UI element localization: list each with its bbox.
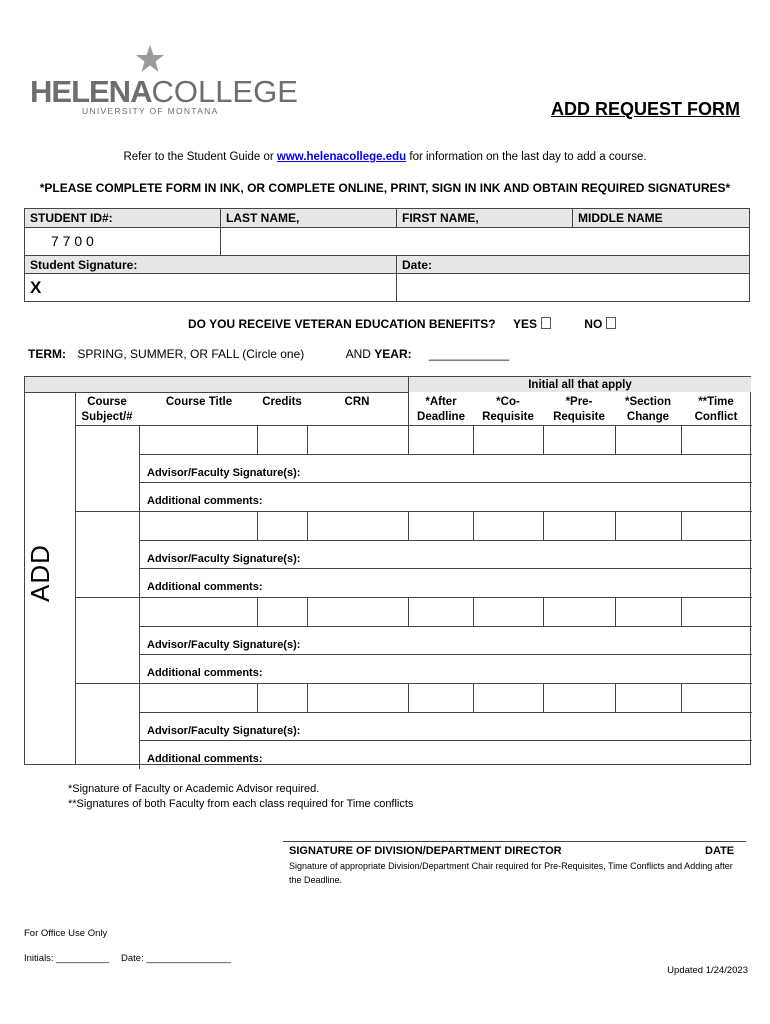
- subject-col-line: [139, 511, 140, 597]
- subject-col-line: [139, 597, 140, 683]
- date-label: Date:: [397, 256, 749, 274]
- director-date-label: DATE: [705, 845, 735, 857]
- course-entry-cell[interactable]: [682, 684, 752, 712]
- col-course-subject: [75, 395, 139, 425]
- refer-text: [0, 151, 770, 163]
- course-entry-cell[interactable]: [76, 426, 139, 454]
- course-entry-cell[interactable]: [616, 598, 681, 626]
- logo-brand-bold: HELENA: [30, 74, 152, 109]
- col-time-conflict-l2: Conflict: [694, 411, 738, 423]
- course-entry-cell[interactable]: [258, 598, 307, 626]
- star-icon: [135, 44, 165, 74]
- course-entry-cell[interactable]: [616, 684, 681, 712]
- veteran-question: DO YOU RECEIVE VETERAN EDUCATION BENEFITS?: [188, 317, 496, 331]
- refer-after: for information on the last day to add a course.: [406, 151, 647, 163]
- advisor-row-bottom: [139, 482, 752, 483]
- student-signature-label: Student Signature:: [25, 256, 397, 274]
- subject-col-line: [139, 425, 140, 511]
- course-entry-cell[interactable]: [616, 512, 681, 540]
- course-entry-cell[interactable]: [409, 426, 473, 454]
- form-title: ADD REQUEST FORM: [551, 99, 740, 119]
- col-after-deadline-l1: *After: [425, 396, 457, 408]
- term-label: TERM:: [28, 347, 66, 361]
- veteran-yes-label: YES: [512, 317, 537, 331]
- course-entry-cell[interactable]: [140, 684, 257, 712]
- course-entry-cell[interactable]: [544, 426, 615, 454]
- veteran-question-row: [188, 317, 616, 331]
- note-time-conflict: **Signatures of both Faculty from each class required for Time conflicts: [68, 798, 414, 810]
- col-credits: Credits: [262, 396, 302, 408]
- veteran-yes-checkbox[interactable]: [541, 317, 551, 329]
- additional-comments-label[interactable]: Additional comments:: [147, 667, 263, 679]
- updated-date: Updated 1/24/2023: [667, 965, 748, 976]
- course-entry-cell[interactable]: [682, 512, 752, 540]
- refer-before: Refer to the Student Guide or: [123, 151, 277, 163]
- course-entry-cell[interactable]: [258, 512, 307, 540]
- course-entry-cell[interactable]: [76, 598, 139, 626]
- term-row: [28, 347, 509, 361]
- student-id-field[interactable]: 7 7 0 0: [25, 228, 221, 256]
- course-entry-cell[interactable]: [308, 426, 408, 454]
- office-initials[interactable]: Initials: __________: [24, 953, 110, 964]
- year-blank[interactable]: ____________: [428, 347, 510, 361]
- table-header-bar: [25, 377, 409, 393]
- advisor-row-bottom: [139, 654, 752, 655]
- col-pre-requisite-l2: Requisite: [553, 411, 605, 423]
- date-field[interactable]: [397, 274, 749, 301]
- course-entry-cell[interactable]: [308, 684, 408, 712]
- term-options[interactable]: SPRING, SUMMER, OR FALL (Circle one): [77, 347, 305, 361]
- course-entry-cell[interactable]: [76, 684, 139, 712]
- course-entry-cell[interactable]: [140, 426, 257, 454]
- col-pre-requisite: [543, 395, 615, 425]
- course-entry-cell[interactable]: [409, 512, 473, 540]
- col-section-change-l1: *Section: [624, 396, 671, 408]
- advisor-signature-label[interactable]: Advisor/Faculty Signature(s):: [147, 725, 301, 737]
- course-entry-cell[interactable]: [616, 426, 681, 454]
- col-co-requisite-l1: *Co-: [496, 396, 520, 408]
- course-entry-cell[interactable]: [258, 684, 307, 712]
- col-course-subject-l1: Course: [87, 396, 127, 408]
- advisor-row-bottom: [139, 740, 752, 741]
- initial-header: Initial all that apply: [528, 379, 632, 391]
- header-divider: [408, 377, 409, 425]
- director-signature-title: SIGNATURE OF DIVISION/DEPARTMENT DIRECTOR: [289, 845, 562, 857]
- advisor-signature-label[interactable]: Advisor/Faculty Signature(s):: [147, 639, 301, 651]
- advisor-signature-label[interactable]: Advisor/Faculty Signature(s):: [147, 467, 301, 479]
- course-row-bottom: [139, 712, 752, 713]
- director-signature-line[interactable]: [283, 841, 746, 842]
- course-entry-cell[interactable]: [682, 426, 752, 454]
- office-date[interactable]: Date: ________________: [121, 953, 231, 964]
- col-time-conflict: [681, 395, 751, 425]
- col-section-change: [615, 395, 681, 425]
- course-entry-cell[interactable]: [474, 512, 543, 540]
- course-entry-cell[interactable]: [140, 598, 257, 626]
- course-row-bottom: [139, 540, 752, 541]
- add-vertical-label: ADD: [25, 544, 55, 602]
- college-website-link[interactable]: www.helenacollege.edu: [276, 151, 407, 163]
- course-entry-cell[interactable]: [544, 598, 615, 626]
- ink-notice: *PLEASE COMPLETE FORM IN INK, OR COMPLETE ONLINE, PRINT, SIGN IN INK AND OBTAIN REQUIRED SIGNATURES*: [39, 181, 731, 195]
- course-entry-cell[interactable]: [76, 512, 139, 540]
- first-name-label: FIRST NAME,: [397, 209, 573, 228]
- middle-name-label: MIDDLE NAME: [573, 209, 749, 228]
- subject-col-line: [139, 683, 140, 769]
- veteran-no-checkbox[interactable]: [606, 317, 616, 329]
- course-entry-cell[interactable]: [409, 598, 473, 626]
- veteran-no-label: NO: [584, 317, 603, 331]
- course-entry-cell[interactable]: [308, 598, 408, 626]
- director-note: Signature of appropriate Division/Department Chair required for Pre-Requisites, Time Conflicts and Adding after the Deadline.: [289, 861, 733, 885]
- course-entry-cell[interactable]: [409, 684, 473, 712]
- additional-comments-label[interactable]: Additional comments:: [147, 495, 263, 507]
- year-label: YEAR:: [374, 347, 412, 361]
- additional-comments-label[interactable]: Additional comments:: [147, 753, 263, 765]
- add-course-table: [24, 376, 751, 765]
- note-faculty: *Signature of Faculty or Academic Advisor required.: [68, 783, 320, 795]
- student-signature-field[interactable]: X: [25, 274, 397, 301]
- last-name-label: LAST NAME,: [221, 209, 397, 228]
- col-co-requisite-l2: Requisite: [482, 411, 534, 423]
- advisor-signature-label[interactable]: Advisor/Faculty Signature(s):: [147, 553, 301, 565]
- col-course-subject-l2: Subject/#: [81, 411, 133, 423]
- col-time-conflict-l1: **Time: [698, 396, 734, 408]
- col-co-requisite: [473, 395, 543, 425]
- office-use-title: For Office Use Only: [24, 928, 108, 939]
- course-entry-cell[interactable]: [682, 598, 752, 626]
- course-entry-cell[interactable]: [474, 426, 543, 454]
- advisor-row-bottom: [139, 568, 752, 569]
- course-row-bottom: [139, 626, 752, 627]
- year-and: AND: [345, 347, 375, 361]
- student-info-grid: [24, 208, 750, 302]
- course-entry-cell[interactable]: [474, 598, 543, 626]
- col-pre-requisite-l1: *Pre-: [565, 396, 593, 408]
- course-row-bottom: [139, 454, 752, 455]
- student-id-label: STUDENT ID#:: [25, 209, 221, 228]
- col-section-change-l2: Change: [626, 411, 670, 423]
- course-entry-cell[interactable]: [140, 512, 257, 540]
- college-logo: [30, 74, 298, 110]
- course-entry-cell[interactable]: [258, 426, 307, 454]
- logo-subtitle: UNIVERSITY OF MONTANA: [82, 106, 219, 116]
- col-after-deadline: [409, 395, 473, 425]
- course-entry-cell[interactable]: [544, 684, 615, 712]
- logo-brand-thin: COLLEGE: [151, 74, 298, 109]
- course-entry-cell[interactable]: [544, 512, 615, 540]
- name-field[interactable]: [221, 228, 749, 256]
- course-entry-cell[interactable]: [474, 684, 543, 712]
- col-crn: CRN: [344, 396, 370, 408]
- col-after-deadline-l2: Deadline: [417, 411, 465, 423]
- additional-comments-label[interactable]: Additional comments:: [147, 581, 263, 593]
- course-entry-cell[interactable]: [308, 512, 408, 540]
- col-course-title: Course Title: [165, 396, 233, 408]
